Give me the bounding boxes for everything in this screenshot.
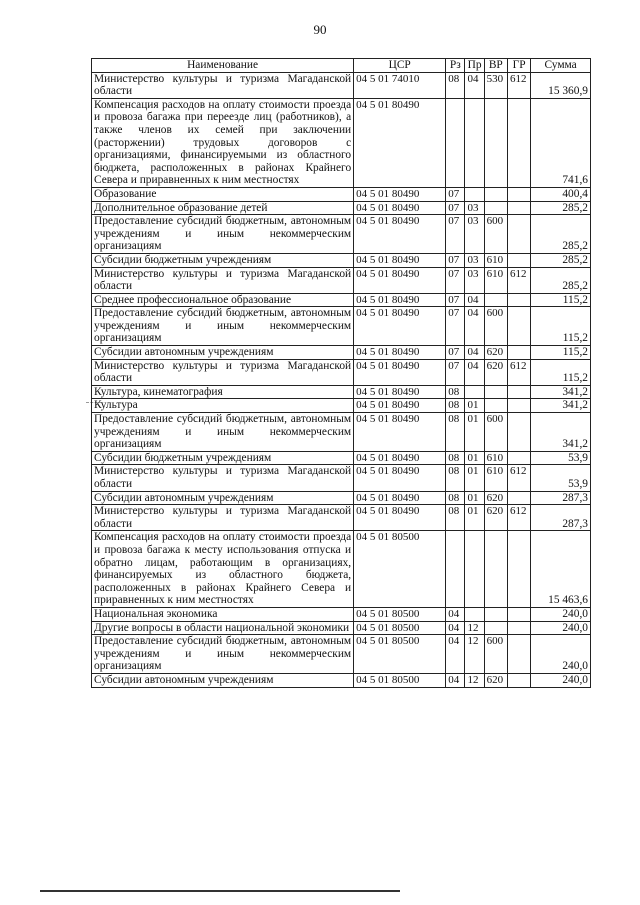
cell-gr (507, 531, 530, 608)
cell-pr: 04 (465, 293, 484, 307)
cell-gr: 612 (507, 359, 530, 385)
cell-rz: 07 (446, 253, 465, 267)
cell-pr: 01 (465, 505, 484, 531)
header-rz: Рз (446, 59, 465, 73)
cell-sum: 15 463,6 (531, 531, 591, 608)
cell-vr (484, 399, 507, 413)
cell-name: Предоставление субсидий бюджетным, автономным учреждениям и иным некоммерческим организациям (92, 215, 354, 254)
cell-sum: 285,2 (531, 215, 591, 254)
cell-rz: 08 (446, 505, 465, 531)
cell-vr (484, 621, 507, 635)
cell-rz: 07 (446, 307, 465, 346)
cell-vr (484, 293, 507, 307)
table-row (92, 201, 591, 215)
cell-vr (484, 607, 507, 621)
cell-gr (507, 635, 530, 674)
cell-gr (507, 385, 530, 399)
cell-vr (484, 187, 507, 201)
cell-vr: 610 (484, 465, 507, 491)
header-sum: Сумма (531, 59, 591, 73)
cell-pr (465, 385, 484, 399)
cell-rz: 07 (446, 293, 465, 307)
cell-vr (484, 98, 507, 187)
table-row (92, 621, 591, 635)
cell-csr: 04 5 01 80490 (354, 346, 446, 360)
table-row (92, 253, 591, 267)
cell-rz: 04 (446, 673, 465, 687)
cell-name: Компенсация расходов на оплату стоимости проезда и провоза багажа к месту использования отпуска и обратно лицам, работающим в организациях, финансируемых из областного бюджета, расположенных в районах Крайнего Севера и приравненных к ним местностях (92, 531, 354, 608)
cell-gr (507, 253, 530, 267)
cell-vr (484, 385, 507, 399)
cell-vr: 600 (484, 215, 507, 254)
table-row (92, 531, 591, 608)
cell-pr: 04 (465, 307, 484, 346)
table-body (92, 72, 591, 687)
cell-sum: 53,9 (531, 465, 591, 491)
cell-sum: 15 360,9 (531, 72, 591, 98)
cell-name: Министерство культуры и туризма Магаданской области (92, 465, 354, 491)
table-row (92, 385, 591, 399)
cell-rz: 07 (446, 267, 465, 293)
cell-pr: 12 (465, 621, 484, 635)
cell-csr: 04 5 01 80500 (354, 531, 446, 608)
cell-vr (484, 201, 507, 215)
cell-gr (507, 201, 530, 215)
table-row (92, 72, 591, 98)
cell-gr (507, 399, 530, 413)
cell-name: Дополнительное образование детей (92, 201, 354, 215)
cell-vr: 620 (484, 491, 507, 505)
cell-rz (446, 98, 465, 187)
cell-gr (507, 346, 530, 360)
cell-name: Субсидии автономным учреждениям (92, 346, 354, 360)
header-vr: ВР (484, 59, 507, 73)
cell-rz: 08 (446, 399, 465, 413)
cell-vr: 610 (484, 253, 507, 267)
cell-rz: 08 (446, 491, 465, 505)
cell-gr (507, 187, 530, 201)
cell-pr (465, 531, 484, 608)
cell-sum: 240,0 (531, 607, 591, 621)
table-row (92, 607, 591, 621)
table-row (92, 673, 591, 687)
cell-rz: 08 (446, 72, 465, 98)
cell-sum: 287,3 (531, 491, 591, 505)
cell-gr (507, 673, 530, 687)
cell-name: Культура, кинематография (92, 385, 354, 399)
cell-vr: 610 (484, 267, 507, 293)
cell-vr (484, 531, 507, 608)
cell-gr (507, 293, 530, 307)
cell-vr: 530 (484, 72, 507, 98)
cell-name: Другие вопросы в области национальной экономики (92, 621, 354, 635)
cell-rz: 04 (446, 621, 465, 635)
cell-gr (507, 98, 530, 187)
cell-csr: 04 5 01 80490 (354, 201, 446, 215)
cell-name: Субсидии автономным учреждениям (92, 673, 354, 687)
cell-pr: 03 (465, 201, 484, 215)
cell-name: Образование (92, 187, 354, 201)
cell-csr: 04 5 01 80490 (354, 98, 446, 187)
table-row (92, 98, 591, 187)
cell-vr: 620 (484, 505, 507, 531)
cell-name: Предоставление субсидий бюджетным, автономным учреждениям и иным некоммерческим организациям (92, 635, 354, 674)
cell-rz: 07 (446, 187, 465, 201)
cell-pr: 01 (465, 399, 484, 413)
cell-name: Предоставление субсидий бюджетным, автономным учреждениям и иным некоммерческим организациям (92, 307, 354, 346)
table-header (92, 59, 591, 73)
cell-sum: 285,2 (531, 267, 591, 293)
cell-csr: 04 5 01 74010 (354, 72, 446, 98)
cell-name: Министерство культуры и туризма Магаданской области (92, 505, 354, 531)
cell-name: Среднее профессиональное образование (92, 293, 354, 307)
cell-sum: 240,0 (531, 621, 591, 635)
cell-sum: 115,2 (531, 359, 591, 385)
cell-csr: 04 5 01 80500 (354, 635, 446, 674)
cell-sum: 240,0 (531, 673, 591, 687)
cell-gr: 612 (507, 72, 530, 98)
table-row (92, 293, 591, 307)
cell-pr: 01 (465, 413, 484, 452)
cell-pr: 01 (465, 451, 484, 465)
cell-sum: 341,2 (531, 413, 591, 452)
cell-name: Компенсация расходов на оплату стоимости проезда и провоза багажа при переезде лиц (работников), а также членов их семей при заключении (расторжении) трудовых договоров с организациями, финансируемыми из областного бюджета, расположенных в районах Крайнего Севера и приравненных к ним местностях (92, 98, 354, 187)
cell-pr (465, 607, 484, 621)
header-gr: ГР (507, 59, 530, 73)
cell-csr: 04 5 01 80490 (354, 187, 446, 201)
cell-name: Министерство культуры и туризма Магаданской области (92, 267, 354, 293)
table-row (92, 399, 591, 413)
cell-name: Предоставление субсидий бюджетным, автономным учреждениям и иным некоммерческим организациям (92, 413, 354, 452)
cell-sum: 341,2 (531, 385, 591, 399)
cell-csr: 04 5 01 80490 (354, 491, 446, 505)
cell-csr: 04 5 01 80490 (354, 451, 446, 465)
page-number: 90 (313, 22, 327, 37)
cell-name: Субсидии бюджетным учреждениям (92, 253, 354, 267)
cell-sum: 240,0 (531, 635, 591, 674)
table-row (92, 451, 591, 465)
cell-name: Субсидии автономным учреждениям (92, 491, 354, 505)
cell-gr: 612 (507, 267, 530, 293)
cell-gr (507, 215, 530, 254)
cell-rz: 08 (446, 465, 465, 491)
cell-gr: 612 (507, 465, 530, 491)
cell-sum: 400,4 (531, 187, 591, 201)
cell-rz: 08 (446, 413, 465, 452)
table-row (92, 187, 591, 201)
cell-rz: 08 (446, 385, 465, 399)
table-row (92, 465, 591, 491)
cell-csr: 04 5 01 80490 (354, 413, 446, 452)
header-csr: ЦСР (354, 59, 446, 73)
cell-gr (507, 451, 530, 465)
cell-sum: 115,2 (531, 346, 591, 360)
cell-pr: 04 (465, 346, 484, 360)
cell-vr: 620 (484, 346, 507, 360)
cell-csr: 04 5 01 80500 (354, 673, 446, 687)
cell-sum: 287,3 (531, 505, 591, 531)
cell-vr: 620 (484, 359, 507, 385)
cell-csr: 04 5 01 80500 (354, 621, 446, 635)
cell-name: Министерство культуры и туризма Магаданской области (92, 359, 354, 385)
cell-sum: 115,2 (531, 307, 591, 346)
table-row (92, 346, 591, 360)
cell-vr: 620 (484, 673, 507, 687)
cell-pr: 04 (465, 359, 484, 385)
cell-name: Министерство культуры и туризма Магаданской области (92, 72, 354, 98)
cell-vr: 600 (484, 307, 507, 346)
cell-rz (446, 531, 465, 608)
cell-csr: 04 5 01 80490 (354, 359, 446, 385)
header-name: Наименование (92, 59, 354, 73)
cell-vr: 610 (484, 451, 507, 465)
cell-pr: 01 (465, 465, 484, 491)
header-row (92, 59, 591, 73)
cell-rz: 04 (446, 635, 465, 674)
cell-gr (507, 413, 530, 452)
table-row (92, 215, 591, 254)
cell-csr: 04 5 01 80500 (354, 607, 446, 621)
cell-rz: 08 (446, 451, 465, 465)
cell-vr: 600 (484, 635, 507, 674)
table-row (92, 505, 591, 531)
cell-pr: 12 (465, 635, 484, 674)
cell-csr: 04 5 01 80490 (354, 505, 446, 531)
header-pr: Пр (465, 59, 484, 73)
cell-csr: 04 5 01 80490 (354, 465, 446, 491)
cell-gr (507, 607, 530, 621)
cell-csr: 04 5 01 80490 (354, 293, 446, 307)
cell-sum: 115,2 (531, 293, 591, 307)
cell-pr (465, 98, 484, 187)
cell-gr (507, 491, 530, 505)
cell-name: Субсидии бюджетным учреждениям (92, 451, 354, 465)
cell-csr: 04 5 01 80490 (354, 399, 446, 413)
cell-csr: 04 5 01 80490 (354, 215, 446, 254)
cell-pr: 12 (465, 673, 484, 687)
cell-csr: 04 5 01 80490 (354, 307, 446, 346)
cell-csr: 04 5 01 80490 (354, 267, 446, 293)
cell-csr: 04 5 01 80490 (354, 253, 446, 267)
table-row (92, 491, 591, 505)
cell-pr: 03 (465, 267, 484, 293)
cell-sum: 285,2 (531, 201, 591, 215)
cell-pr (465, 187, 484, 201)
cell-gr: 612 (507, 505, 530, 531)
cell-sum: 741,6 (531, 98, 591, 187)
table-row (92, 267, 591, 293)
cell-rz: 07 (446, 359, 465, 385)
cell-pr: 03 (465, 215, 484, 254)
scan-edge-line (40, 890, 400, 892)
cell-rz: 07 (446, 215, 465, 254)
cell-pr: 03 (465, 253, 484, 267)
cell-rz: 04 (446, 607, 465, 621)
cell-name: Национальная экономика (92, 607, 354, 621)
cell-pr: 04 (465, 72, 484, 98)
cell-pr: 01 (465, 491, 484, 505)
table-row (92, 359, 591, 385)
cell-sum: 53,9 (531, 451, 591, 465)
cell-rz: 07 (446, 346, 465, 360)
table-row (92, 307, 591, 346)
cell-vr: 600 (484, 413, 507, 452)
cell-sum: 341,2 (531, 399, 591, 413)
cell-gr (507, 621, 530, 635)
cell-gr (507, 307, 530, 346)
cell-rz: 07 (446, 201, 465, 215)
cell-sum: 285,2 (531, 253, 591, 267)
cell-name: Культура (92, 399, 354, 413)
table-row (92, 413, 591, 452)
cell-csr: 04 5 01 80490 (354, 385, 446, 399)
budget-table (91, 58, 591, 688)
table-row (92, 635, 591, 674)
